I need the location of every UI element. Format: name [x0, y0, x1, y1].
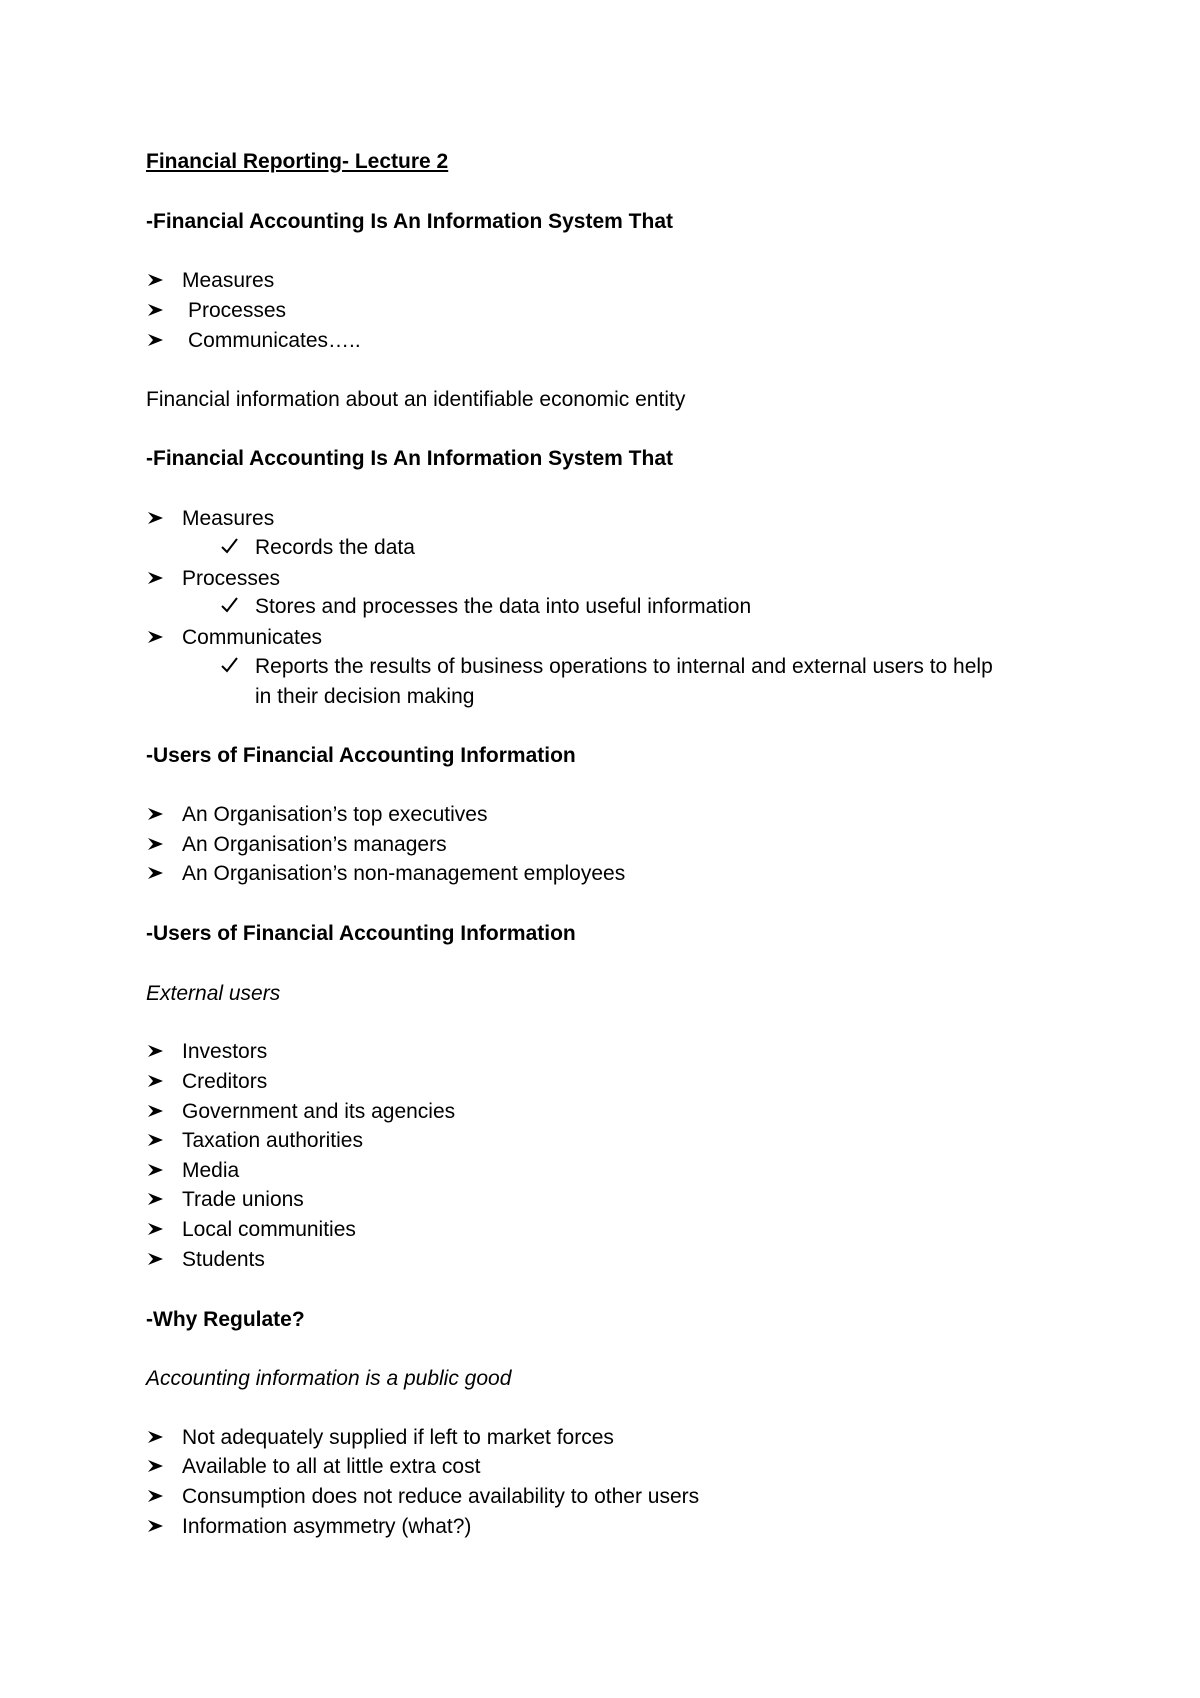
sub-list-item-continuation: in their decision making	[255, 685, 475, 708]
section-heading: -Why Regulate?	[146, 1308, 305, 1331]
arrowhead-bullet-icon	[147, 567, 167, 593]
sub-list-item: Reports the results of business operations to internal and external users to help	[255, 655, 993, 678]
arrowhead-bullet-icon	[147, 269, 167, 295]
list-item: Available to all at little extra cost	[182, 1455, 481, 1478]
list-item: Media	[182, 1159, 240, 1182]
sub-list-item: Records the data	[255, 536, 415, 559]
list-item: An Organisation’s managers	[182, 833, 447, 856]
list-item: Investors	[182, 1040, 268, 1063]
arrowhead-bullet-icon	[147, 803, 167, 829]
arrowhead-bullet-icon	[147, 1100, 167, 1126]
list-item: Information asymmetry (what?)	[182, 1515, 472, 1538]
checkmark-bullet-icon	[220, 654, 242, 680]
section-subheading: External users	[146, 982, 281, 1005]
arrowhead-bullet-icon	[147, 1248, 167, 1274]
list-item: Trade unions	[182, 1188, 304, 1211]
section-heading: -Financial Accounting Is An Information System That	[146, 210, 673, 233]
arrowhead-bullet-icon	[147, 833, 167, 859]
arrowhead-bullet-icon	[147, 1188, 167, 1214]
arrowhead-bullet-icon	[147, 1218, 167, 1244]
section-heading: -Users of Financial Accounting Information	[146, 744, 576, 767]
arrowhead-bullet-icon	[147, 299, 167, 325]
list-item: Communicates…..	[188, 329, 361, 352]
list-item: Not adequately supplied if left to market forces	[182, 1426, 614, 1449]
arrowhead-bullet-icon	[147, 1040, 167, 1066]
list-item: Local communities	[182, 1218, 356, 1241]
sub-list-item: Stores and processes the data into useful information	[255, 595, 752, 618]
checkmark-bullet-icon	[220, 535, 242, 561]
arrowhead-bullet-icon	[147, 862, 167, 888]
arrowhead-bullet-icon	[147, 329, 167, 355]
checkmark-bullet-icon	[220, 594, 242, 620]
arrowhead-bullet-icon	[147, 1070, 167, 1096]
list-item: An Organisation’s top executives	[182, 803, 488, 826]
list-item: Processes	[188, 299, 287, 322]
list-item: Taxation authorities	[182, 1129, 363, 1152]
list-item: Government and its agencies	[182, 1100, 456, 1123]
list-item: Consumption does not reduce availability to other users	[182, 1485, 700, 1508]
list-item: Measures	[182, 507, 275, 530]
arrowhead-bullet-icon	[147, 507, 167, 533]
list-item: Measures	[182, 269, 275, 292]
arrowhead-bullet-icon	[147, 1455, 167, 1481]
arrowhead-bullet-icon	[147, 1426, 167, 1452]
paragraph: Financial information about an identifiable economic entity	[146, 388, 686, 411]
section-heading: -Financial Accounting Is An Information System That	[146, 447, 673, 470]
section-subheading: Accounting information is a public good	[146, 1367, 512, 1390]
page-title: Financial Reporting- Lecture 2	[146, 150, 449, 173]
list-item: Communicates	[182, 626, 323, 649]
arrowhead-bullet-icon	[147, 1159, 167, 1185]
list-item: Students	[182, 1248, 265, 1271]
arrowhead-bullet-icon	[147, 626, 167, 652]
list-item: Creditors	[182, 1070, 268, 1093]
section-heading: -Users of Financial Accounting Information	[146, 922, 576, 945]
list-item: An Organisation’s non-management employees	[182, 862, 626, 885]
list-item: Processes	[182, 567, 281, 590]
arrowhead-bullet-icon	[147, 1129, 167, 1155]
arrowhead-bullet-icon	[147, 1485, 167, 1511]
arrowhead-bullet-icon	[147, 1515, 167, 1541]
